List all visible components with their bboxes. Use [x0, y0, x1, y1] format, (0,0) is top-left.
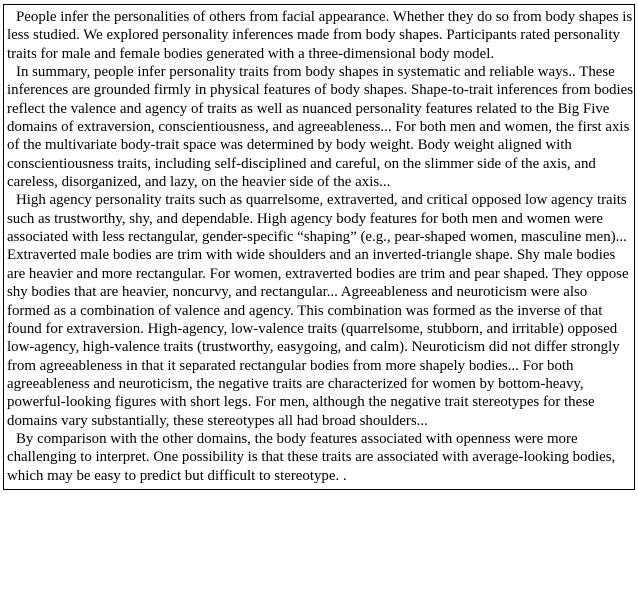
- paragraph-summary: In summary, people infer personality traits from body shapes in systematic and reliable ways.. These inferences are grounded firmly in physical features of body shapes. Shape-to-trait inferences from bodies reflect the valence and agency of traits as well as nuanced personality features related to the Big Five domains of extraversion, conscientiousness, and agreeableness... For both men and women, the first axis of the multivariate body-trait space was determined by body weight. Body weight aligned with conscientiousness traits, including self-disciplined and careful, on the slimmer side of the axis, and careless, disorganized, and lazy, on the heavier side of the axis...: [7, 64, 634, 191]
- paragraph-agency: High agency personality traits such as quarrelsome, extraverted, and critical opposed low agency traits such as trustworthy, shy, and dependable. High agency body features for both men and women were associated with less rectangular, gender-specific “shaping” (e.g., pear-shaped women, masculine men)... Extraverted male bodies are trim with wide shoulders and an inverted-triangle shape. Shy male bodies are heavier and more rectangular. For women, extraverted bodies are trim and pear shaped. They oppose shy bodies that are heavier, noncurvy, and rectangular... Agreeableness and neuroticism were also formed as a combination of valence and agency. This combination was formed as the inverse of that found for extraversion. High-agency, low-valence traits (quarrelsome, stubborn, and irritable) opposed low-agency, high-valence traits (trustworthy, easygoing, and calm). Neuroticism did not differ strongly from agreeableness in that it separated rectangular bodies from more shapely bodies... For both agreeableness and neuroticism, the negative traits are characterized for women by bottom-heavy, powerful-looking figures with short legs. For men, although the negative trait stereotypes for these domains vary substantially, these stereotypes all had broad shoulders...: [7, 192, 629, 429]
- paragraph-intro: People infer the personalities of others from facial appearance. Whether they do so from body shapes is less studied. We explored personality inferences made from body shapes. Participants rated personality traits for male and female bodies generated with a three-dimensional body model.: [7, 9, 633, 62]
- document-text-box: [3, 4, 635, 490]
- paragraph-openness: By comparison with the other domains, the body features associated with openness were more challenging to interpret. One possibility is that these traits are associated with average-looking bodies, which may be easy to predict but difficult to stereotype. .: [7, 430, 616, 484]
